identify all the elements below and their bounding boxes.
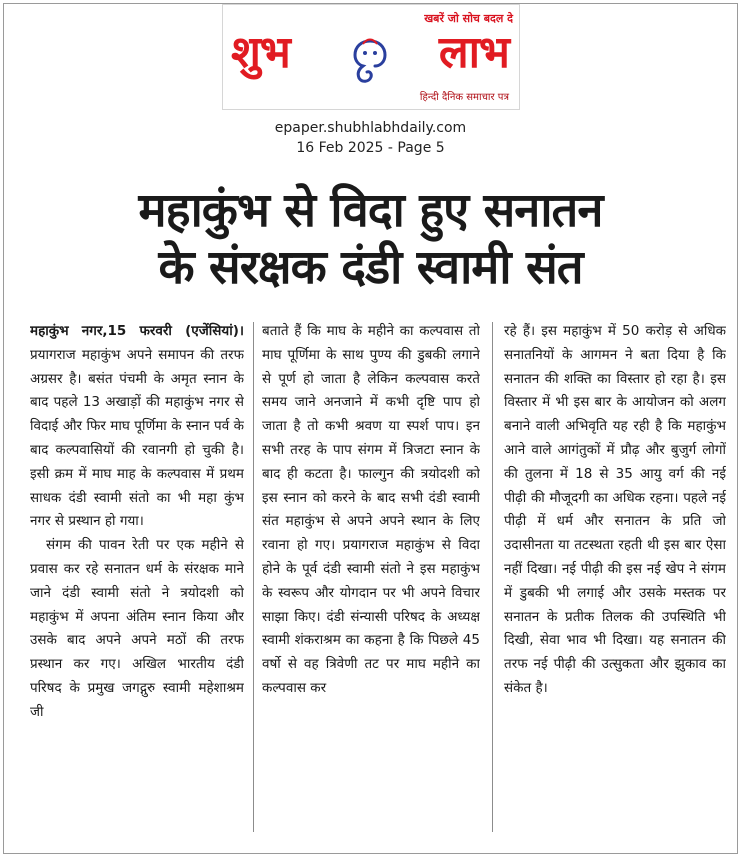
article-dateline: महाकुंभ नगर,15 फरवरी (एजेंसियां)। [30, 323, 244, 339]
article-column-3 [504, 320, 726, 840]
ganesha-logo-icon [341, 35, 399, 85]
paragraph-text: प्रयागराज महाकुंभ अपने समापन की तरफ अग्रसर है। बसंत पंचमी के अमृत स्नान के बाद पहले 13 अखाड़ों की महाकुंभ नगर से विदाई और फिर माघ पूर्णिमा के स्नान पर्व के बाद कल्पवासियों की रवानगी हो चुकी है। इसी क्रम में माघ माह के कल्पवास में प्रथम साधक दंडी स्वामी संतो का भी महा कुंभ नगर से प्रस्थान हो गया। [30, 346, 244, 530]
masthead-subtitle: हिन्दी दैनिक समाचार पत्र [419, 92, 509, 103]
article-paragraph: रहे हैं। इस महाकुंभ में 50 करोड़ से अधिक सनातनियों के आगमन ने बता दिया है कि सनातन की शक्ति का विस्तार हो रहा है। इस विस्तार में भी इस बार के आयोजन को अलग बनाने वाली अभिवृति यह रही है कि महाकुंभ आने वाले आगंतुकों में प्रौढ़ और बुजुर्ग लोगों की तुलना में 18 से 35 आयु वर्ग की नई पीढ़ी की मौजूदगी का अधिक रहना। पहले नई पीढ़ी में धर्म और सनातन के प्रति जो उदासीनता या तटस्थता रहती थी इस बार ऐसा नहीं दिखा। नई पीढ़ी की इस नई खेप ने संगम में डुबकी भी लगाई और उसके मस्तक पर सनातन के प्रतीक तिलक की उपस्थिति भी दिखी, सेवा भाव भी दिखा। यह सनातन की तरफ नई पीढ़ी की उत्सुकता और झुकाव का संकेत है। [504, 323, 726, 696]
logo-word-labh: लाभ [438, 27, 509, 78]
source-url: epaper.shubhlabhdaily.com [274, 120, 467, 136]
article-column-1 [30, 320, 244, 840]
column-divider [492, 322, 493, 832]
source-date-page: 16 Feb 2025 - Page 5 [296, 140, 445, 156]
article-headline [0, 182, 741, 296]
headline-line-2: के संरक्षक दंडी स्वामी संत [158, 240, 583, 295]
newspaper-masthead [222, 4, 520, 110]
article-paragraph: संगम की पावन रेती पर एक महीने से प्रवास कर रहे सनातन धर्म के संरक्षक माने जाने दंडी स्वामी संतो ने त्रयोदशी को महाकुंभ में अपना अंतिम स्नान किया और उसके बाद अपने अपने मठों की तरफ प्रस्थान कर गए। अखिल भारतीय दंडी परिषद के प्रमुख जगद्गुरु स्वामी महेशाश्रम जी [30, 537, 244, 720]
masthead-tagline: खबरें जो सोच बदल दे [424, 12, 513, 25]
article-column-2 [262, 320, 480, 840]
article-paragraph [30, 320, 244, 534]
article-paragraph: बताते हैं कि माघ के महीने का कल्पवास तो माघ पूर्णिमा के साथ पुण्य की डुबकी लगाने से पूर्ण हो जाता है लेकिन कल्पवास करते समय जाने अनजाने में कभी दृष्टि पाप हो जाता है तो कभी श्रवण या स्पर्श पाप। इन सभी तरह के पाप संगम में त्रिजटा स्नान के बाद ही कटता है। फाल्गुन की त्रयोदशी को इस स्नान को करने के बाद सभी दंडी स्वामी संत महाकुंभ से अपने अपने स्थान के लिए रवाना हो गए। प्रयागराज महाकुंभ से विदा होने के पूर्व दंडी स्वामी संतो ने इस महाकुंभ के स्वरूप और योगदान पर भी अपने विचार साझा किए। दंडी संन्यासी परिषद के अध्यक्ष स्वामी शंकराश्रम का कहना है कि पिछले 45 वर्षो से वह त्रिवेणी तट पर माघ महीने का कल्पवास कर [262, 323, 480, 696]
column-divider [253, 322, 254, 832]
logo-word-shubh: शुभ [231, 27, 290, 78]
headline-line-1: महाकुंभ से विदा हुए सनातन [138, 183, 603, 238]
